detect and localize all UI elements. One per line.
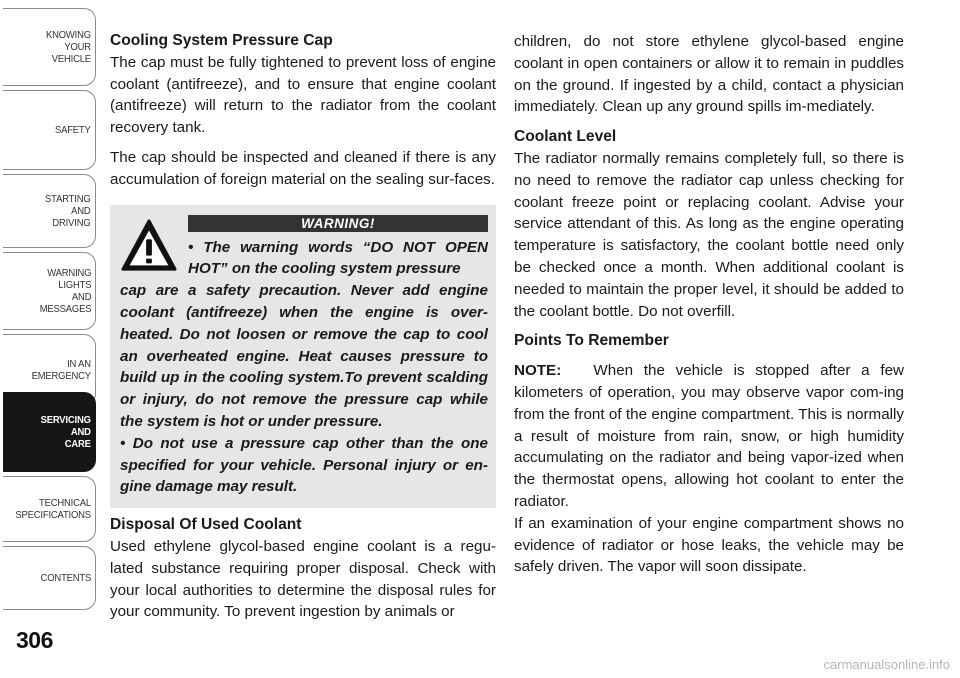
chapter-tabs (0, 0, 97, 620)
warning-text: cap are a safety precaution. Never add engine coolant (antifreeze) when the engine is over-heated. Do not loosen or remove the cap to cool an overheated engine. Heat causes pressure to build up in the cooling system.To prevent scalding or injury, do not remove the pressure cap while the system is hot or under pressure. (120, 282, 488, 430)
paragraph: The cap should be inspected and cleaned if there is any accumulation of foreign material on the sealing sur-faces. (110, 148, 496, 188)
watermark: carmanualsonline.info (823, 657, 950, 672)
page-number: 306 (16, 627, 53, 653)
tab-knowing-your-vehicle[interactable] (3, 8, 96, 86)
warning-triangle-icon (120, 217, 178, 275)
paragraph: If an examination of your engine compartment shows no evidence of radiator or hose leaks, the vehicle may be safely driven. The vapor will soon dissipate. (514, 514, 904, 576)
tab-servicing-and-care[interactable] (3, 392, 96, 472)
section-heading: Coolant Level (514, 128, 617, 146)
tab-label: SAFETY (55, 124, 91, 136)
tab-label: CONTENTS (40, 572, 91, 584)
section-heading: Points To Remember (514, 332, 669, 350)
left-column (110, 30, 496, 623)
tab-label: IN AN EMERGENCY (31, 358, 91, 382)
paragraph: children, do not store ethylene glycol-based engine coolant in open containers or allow it to remain in puddles on the ground. If ingested by a child, contact a physician immediately. Clean up any ground spills im-mediately. (514, 33, 904, 116)
note-text: When the vehicle is stopped after a few kilometers of operation, you may observe vapor com-ing from the front of the engine compartment. This is normally a result of moisture from rain, snow, or high humidity accumulating on the radiator and being vapor-ized when the thermostat opens, allowing hot coolant to enter the radiator. (514, 362, 904, 510)
note-label: NOTE: (514, 362, 562, 380)
warning-title: WARNING! (188, 215, 488, 232)
right-column (514, 31, 904, 578)
tab-technical-specifications[interactable] (3, 476, 96, 542)
tab-safety[interactable] (3, 90, 96, 170)
tab-label: WARNING LIGHTS AND MESSAGES (39, 267, 91, 315)
section-heading: Cooling System Pressure Cap (110, 32, 333, 49)
tab-label: TECHNICAL SPECIFICATIONS (15, 497, 91, 521)
warning-bullet: • Do not use a pressure cap other than the one specified for your vehicle. Personal injury or en-gine damage may result. (120, 434, 488, 496)
tab-label: KNOWING YOUR VEHICLE (46, 29, 91, 65)
paragraph: Used ethylene glycol-based engine coolant is a regu-lated substance requiring proper disposal. Check with your local authorities to determine the disposal rules for your community. To prevent ingestion by animals or (110, 537, 496, 621)
tab-label: STARTING AND DRIVING (45, 193, 91, 229)
warning-bullet: • The warning words “DO NOT OPEN HOT” on the cooling system pressure (188, 238, 488, 278)
tab-warning-lights-and-messages[interactable] (3, 252, 96, 330)
tab-starting-and-driving[interactable] (3, 174, 96, 248)
warning-box (110, 205, 496, 509)
tab-contents[interactable] (3, 546, 96, 610)
paragraph: The radiator normally remains completely full, so there is no need to remove the radiator cap unless checking for coolant freeze point or replacing coolant. Advise your service attendant of this. As long as the engine operating temperature is satisfactory, the coolant bottle need only be checked once a month. When additional coolant is needed to maintain the proper level, it should be added to the coolant bottle. Do not overfill. (514, 149, 904, 320)
paragraph: The cap must be fully tightened to prevent loss of engine coolant (antifreeze), and to ensure that engine coolant (antifreeze) will return to the radiator from the coolant recovery tank. (110, 53, 496, 137)
section-heading: Disposal Of Used Coolant (110, 516, 302, 534)
tab-label: SERVICING AND CARE (40, 414, 91, 450)
note-paragraph (514, 360, 904, 513)
